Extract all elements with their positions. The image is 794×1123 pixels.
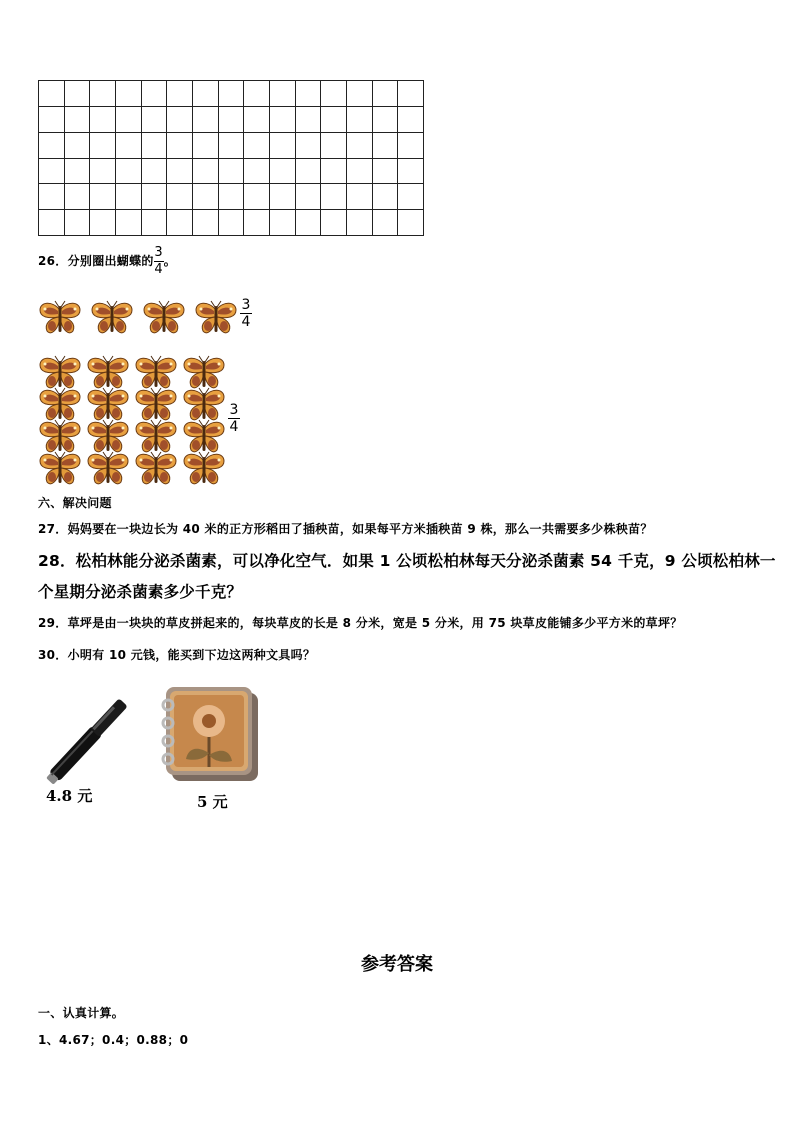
grid-cell — [142, 159, 168, 185]
grid-cell — [398, 184, 424, 210]
grid-cell — [167, 210, 193, 236]
grid-cell — [116, 133, 142, 159]
grid-cell — [270, 81, 296, 107]
grid-cell — [39, 81, 65, 107]
grid-cell — [90, 81, 116, 107]
grid-cell — [65, 81, 91, 107]
grid-cell — [193, 107, 219, 133]
answer-1: 1、4.67；0.4；0.88；0 — [38, 1033, 189, 1047]
grid-cell — [90, 184, 116, 210]
grid-cell — [90, 159, 116, 185]
grid-cell — [193, 210, 219, 236]
grid-cell — [296, 159, 322, 185]
butterfly-icon[interactable] — [134, 355, 178, 391]
grid-cell — [116, 107, 142, 133]
grid-cell — [270, 159, 296, 185]
pen-price: 4.8 元 — [46, 787, 93, 805]
butterfly-icon[interactable] — [38, 451, 82, 487]
row1-fraction-den: 4 — [241, 314, 251, 330]
row1-fraction — [240, 298, 252, 329]
butterfly-icon[interactable] — [134, 451, 178, 487]
grid-cell — [65, 133, 91, 159]
grid-cell — [65, 184, 91, 210]
grid-cell — [142, 107, 168, 133]
grid-cell — [116, 184, 142, 210]
grid-cell — [296, 81, 322, 107]
butterfly-icon[interactable] — [134, 419, 178, 455]
fraction-numerator: 3 — [154, 245, 163, 260]
grid-cell — [193, 133, 219, 159]
butterfly-icon[interactable] — [182, 451, 226, 487]
row1-fraction-num: 3 — [241, 297, 251, 313]
butterfly-icon[interactable] — [38, 387, 82, 423]
butterfly-icon[interactable] — [86, 451, 130, 487]
grid-cell — [219, 107, 245, 133]
notebook-price: 5 元 — [197, 793, 228, 811]
grid-cell — [90, 133, 116, 159]
section-6-heading: 六、解决问题 — [38, 496, 112, 510]
grid-cell — [398, 210, 424, 236]
grid-cell — [142, 184, 168, 210]
grid-cell — [296, 107, 322, 133]
grid-cell — [167, 159, 193, 185]
grid-cell — [270, 107, 296, 133]
grid-cell — [373, 107, 399, 133]
question-28-line-2: 个星期分泌杀菌素多少千克？ — [38, 583, 243, 601]
grid-cell — [219, 210, 245, 236]
grid-cell — [296, 133, 322, 159]
grid-cell — [321, 210, 347, 236]
grid-cell — [398, 107, 424, 133]
grid-cell — [321, 159, 347, 185]
butterfly-icon[interactable] — [38, 355, 82, 391]
grid-cell — [142, 133, 168, 159]
butterfly-icon[interactable] — [90, 300, 134, 336]
grid-cell — [347, 184, 373, 210]
grid-cell — [244, 210, 270, 236]
fraction-denominator: 4 — [154, 262, 163, 277]
grid-cell — [296, 210, 322, 236]
grid-cell — [270, 133, 296, 159]
question-28-line-1: 28．松柏林能分泌杀菌素，可以净化空气．如果 1 公顷松柏林每天分泌杀菌素 54 千克，9 公顷松柏林一 — [38, 552, 776, 570]
grid-cell — [39, 184, 65, 210]
grid-cell — [167, 133, 193, 159]
grid-cell — [347, 107, 373, 133]
grid-cell — [347, 133, 373, 159]
row2-fraction-num: 3 — [229, 402, 239, 418]
grid-cell — [167, 107, 193, 133]
grid-cell — [270, 184, 296, 210]
answers-title: 参考答案 — [361, 954, 433, 975]
grid-cell — [193, 159, 219, 185]
question-27: 27．妈妈要在一块边长为 40 米的正方形稻田了插秧苗，如果每平方米插秧苗 9 株，那么一共需要多少株秧苗？ — [38, 522, 653, 536]
grid-cell — [244, 133, 270, 159]
grid-cell — [347, 81, 373, 107]
butterfly-icon[interactable] — [182, 387, 226, 423]
notebook-icon — [156, 683, 262, 785]
grid-cell — [39, 133, 65, 159]
grid-cell — [244, 107, 270, 133]
grid-cell — [398, 159, 424, 185]
butterfly-icon[interactable] — [134, 387, 178, 423]
grid-cell — [65, 107, 91, 133]
question-26 — [38, 246, 176, 277]
butterfly-icon[interactable] — [182, 355, 226, 391]
grid-cell — [270, 210, 296, 236]
butterfly-icon[interactable] — [86, 355, 130, 391]
grid-cell — [219, 184, 245, 210]
grid-cell — [116, 210, 142, 236]
grid-cell — [167, 81, 193, 107]
question-26-text-b: 分别圈出蝴蝶的 — [67, 254, 154, 268]
grid-cell — [296, 184, 322, 210]
grid-cell — [373, 159, 399, 185]
grid-cell — [321, 81, 347, 107]
grid-cell — [398, 81, 424, 107]
grid-cell — [244, 184, 270, 210]
butterfly-icon[interactable] — [38, 300, 82, 336]
butterfly-icon[interactable] — [182, 419, 226, 455]
butterfly-icon[interactable] — [38, 419, 82, 455]
row2-fraction — [228, 403, 240, 434]
grid-cell — [65, 210, 91, 236]
question-30: 30．小明有 10 元钱，能买到下边这两种文具吗？ — [38, 648, 316, 662]
grid-cell — [65, 159, 91, 185]
grid-cell — [373, 210, 399, 236]
grid-cell — [193, 184, 219, 210]
grid-cell — [219, 81, 245, 107]
grid-cell — [347, 210, 373, 236]
question-26-text-a: 26． — [38, 254, 68, 268]
grid-cell — [321, 107, 347, 133]
grid-cell — [167, 184, 193, 210]
fraction-3-4 — [154, 246, 164, 277]
butterfly-icon[interactable] — [142, 300, 186, 336]
grid-cell — [90, 210, 116, 236]
grid-cell — [321, 133, 347, 159]
grid-cell — [373, 81, 399, 107]
question-26-end: 。 — [163, 254, 177, 268]
grid-cell — [142, 210, 168, 236]
grid-cell — [116, 159, 142, 185]
grid-cell — [244, 159, 270, 185]
answers-section-1: 一、认真计算。 — [38, 1006, 125, 1020]
grid-cell — [373, 133, 399, 159]
grid-cell — [321, 184, 347, 210]
question-29: 29．草坪是由一块块的草皮拼起来的，每块草皮的长是 8 分米，宽是 5 分米，用 75 块草皮能铺多少平方米的草坪？ — [38, 616, 683, 630]
grid-cell — [39, 107, 65, 133]
grid-cell — [39, 159, 65, 185]
writing-grid — [38, 80, 424, 236]
grid-cell — [116, 81, 142, 107]
grid-cell — [219, 159, 245, 185]
pen-icon — [40, 688, 144, 784]
grid-cell — [193, 81, 219, 107]
grid-cell — [39, 210, 65, 236]
grid-cell — [142, 81, 168, 107]
grid-cell — [398, 133, 424, 159]
grid-cell — [373, 184, 399, 210]
grid-cell — [219, 133, 245, 159]
grid-cell — [347, 159, 373, 185]
grid-cell — [90, 107, 116, 133]
row2-fraction-den: 4 — [229, 419, 239, 435]
butterfly-icon[interactable] — [86, 419, 130, 455]
grid-cell — [244, 81, 270, 107]
butterfly-icon[interactable] — [194, 300, 238, 336]
butterfly-icon[interactable] — [86, 387, 130, 423]
